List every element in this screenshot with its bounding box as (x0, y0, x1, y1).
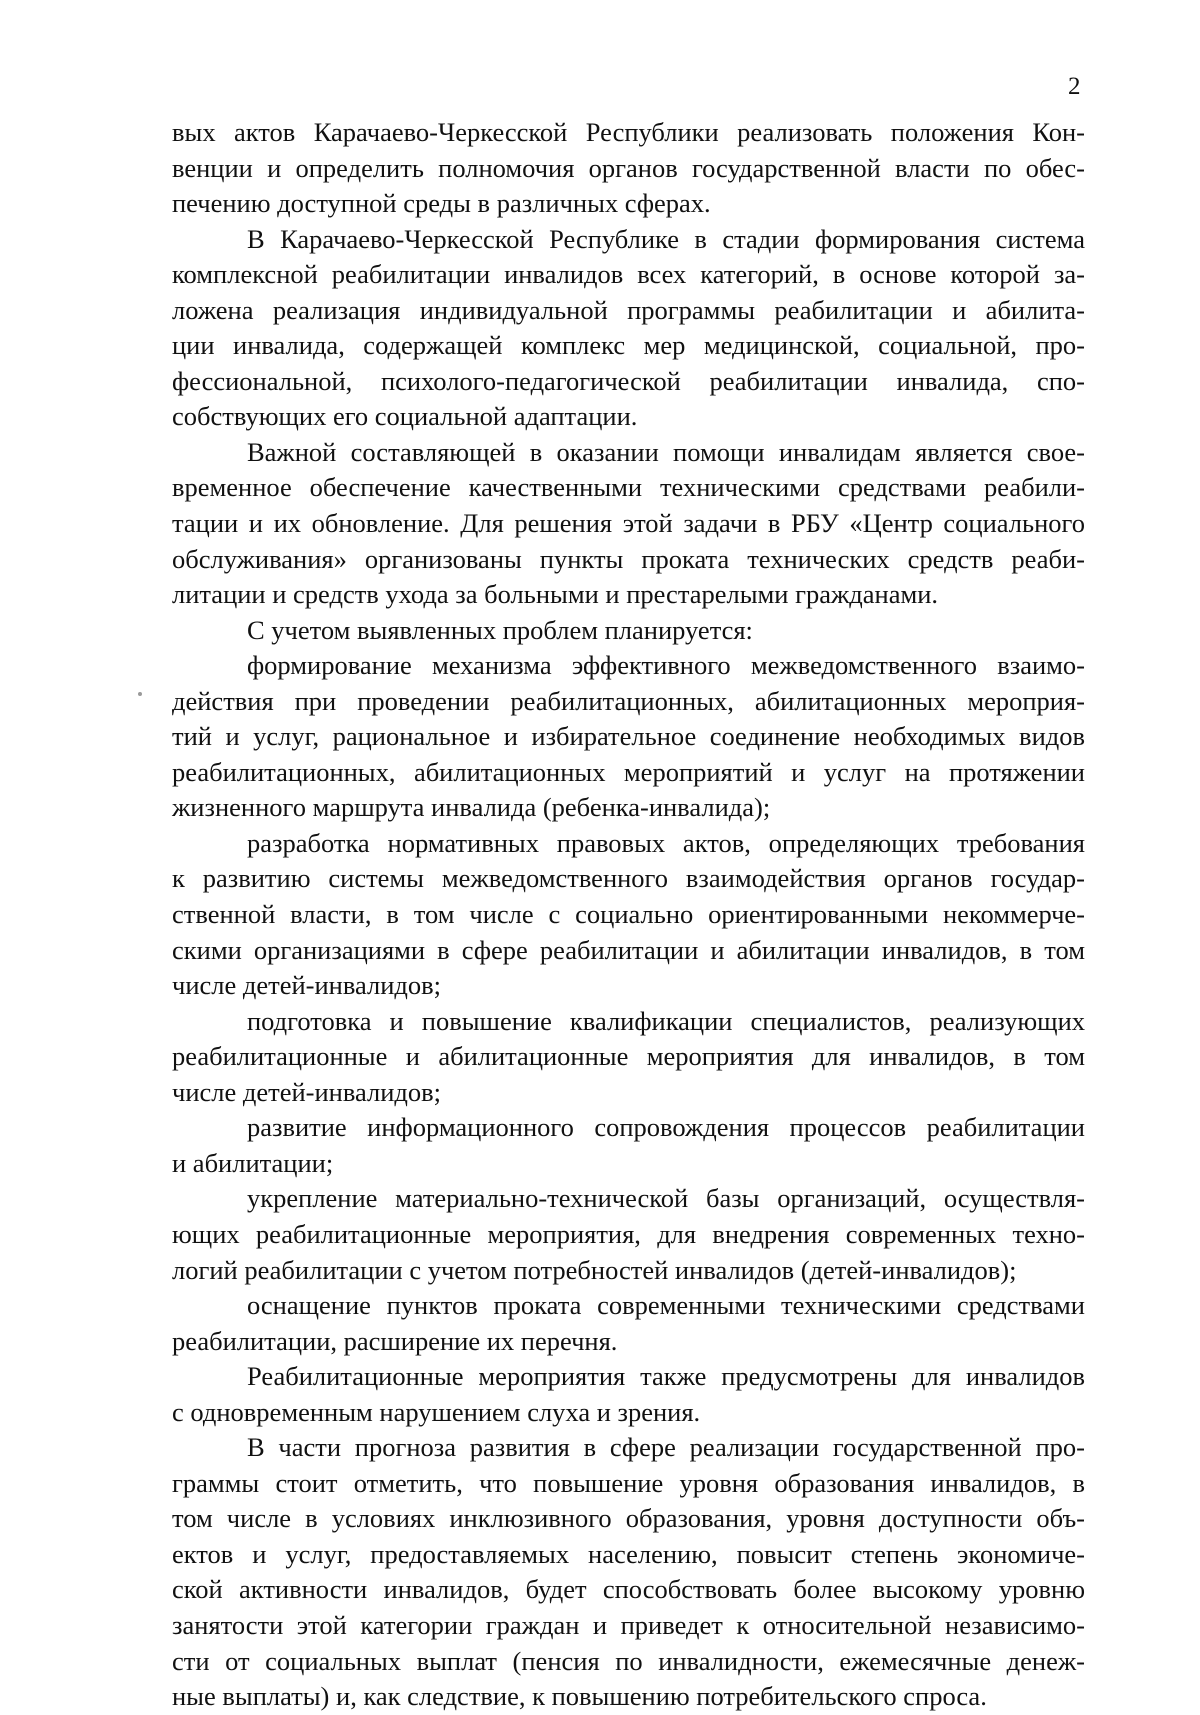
text-line: Важной составляющей в оказании помощи инвалидам является свое- (247, 436, 1085, 467)
text-line: числе детей-инвалидов; (172, 970, 442, 1001)
text-line: ектов и услуг, предоставляемых населению, повысит степень экономиче- (172, 1538, 1085, 1569)
text-line: занятости этой категории граждан и приведет к относительной независимо- (172, 1609, 1085, 1640)
text-line: к развитию системы межведомственного взаимодействия органов государ- (172, 863, 1085, 894)
text-line: и абилитации; (172, 1147, 334, 1178)
text-line: том числе в условиях инклюзивного образования, уровня доступности объ- (172, 1503, 1085, 1534)
text-line: жизненного маршрута инвалида (ребенка-инвалида); (172, 792, 771, 823)
text-line: действия при проведении реабилитационных, абилитационных мероприя- (172, 685, 1085, 716)
text-line: логий реабилитации с учетом потребностей инвалидов (детей-инвалидов); (172, 1254, 1017, 1285)
text-line: собствующих его социальной адаптации. (172, 401, 638, 432)
text-line: вых актов Карачаево-Черкесской Республики реализовать положения Кон- (172, 117, 1085, 147)
text-line: литации и средств ухода за больными и престарелыми гражданами. (172, 579, 939, 610)
text-line: ющих реабилитационные мероприятия, для внедрения современных техно- (172, 1218, 1085, 1249)
scan-speck (138, 692, 142, 696)
text-line: реабилитационных, абилитационных мероприятий и услуг на протяжении (172, 756, 1085, 787)
text-line: числе детей-инвалидов; (172, 1076, 442, 1107)
text-line: временное обеспечение качественными техническими средствами реабили- (172, 472, 1085, 503)
text-line: реабилитации, расширение их перечня. (172, 1325, 618, 1356)
text-line: сти от социальных выплат (пенсия по инвалидности, ежемесячные денеж- (172, 1645, 1085, 1676)
text-line: скими организациями в сфере реабилитации и абилитации инвалидов, в том (172, 934, 1085, 965)
text-line: разработка нормативных правовых актов, определяющих требования (247, 827, 1085, 858)
text-line: развитие информационного сопровождения процессов реабилитации (247, 1112, 1085, 1143)
text-line: укрепление материально-технической базы организаций, осуществля- (247, 1183, 1085, 1214)
text-line: граммы стоит отметить, что повышение уровня образования инвалидов, в (172, 1467, 1085, 1498)
document-body (172, 115, 1085, 1715)
text-line: В части прогноза развития в сфере реализации государственной про- (247, 1432, 1085, 1463)
text-line: обслуживания» организованы пункты проката технических средств реаби- (172, 543, 1085, 574)
text-line: фессиональной, психолого-педагогической реабилитации инвалида, спо- (172, 365, 1085, 396)
text-line: ственной власти, в том числе с социально ориентированными некоммерче- (172, 899, 1085, 930)
text-line: тий и услуг, рациональное и избирательное соединение необходимых видов (172, 721, 1085, 752)
text-line: подготовка и повышение квалификации специалистов, реализующих (247, 1005, 1085, 1036)
text-line: оснащение пунктов проката современными техническими средствами (247, 1290, 1085, 1321)
text-line: В Карачаево-Черкесской Республике в стадии формирования система (247, 223, 1085, 254)
text-line: реабилитационные и абилитационные мероприятия для инвалидов, в том (172, 1041, 1085, 1072)
text-line: ской активности инвалидов, будет способствовать более высокому уровню (172, 1574, 1085, 1605)
text-line: венции и определить полномочия органов государственной власти по обес- (172, 152, 1085, 183)
text-line: ные выплаты) и, как следствие, к повышению потребительского спроса. (172, 1681, 987, 1712)
page-number: 2 (1068, 73, 1081, 100)
text-line: ложена реализация индивидуальной программы реабилитации и абилита- (172, 294, 1085, 325)
text-line: комплексной реабилитации инвалидов всех категорий, в основе которой за- (172, 259, 1085, 290)
text-line: Реабилитационные мероприятия также предусмотрены для инвалидов (247, 1361, 1085, 1392)
text-line: ции инвалида, содержащей комплекс мер медицинской, социальной, про- (172, 330, 1085, 361)
text-line: тации и их обновление. Для решения этой задачи в РБУ «Центр социального (172, 508, 1085, 539)
text-line: С учетом выявленных проблем планируется: (247, 614, 753, 645)
text-line: формирование механизма эффективного межведомственного взаимо- (247, 650, 1085, 681)
text-line: печению доступной среды в различных сферах. (172, 188, 711, 219)
text-line: с одновременным нарушением слуха и зрения. (172, 1396, 701, 1427)
